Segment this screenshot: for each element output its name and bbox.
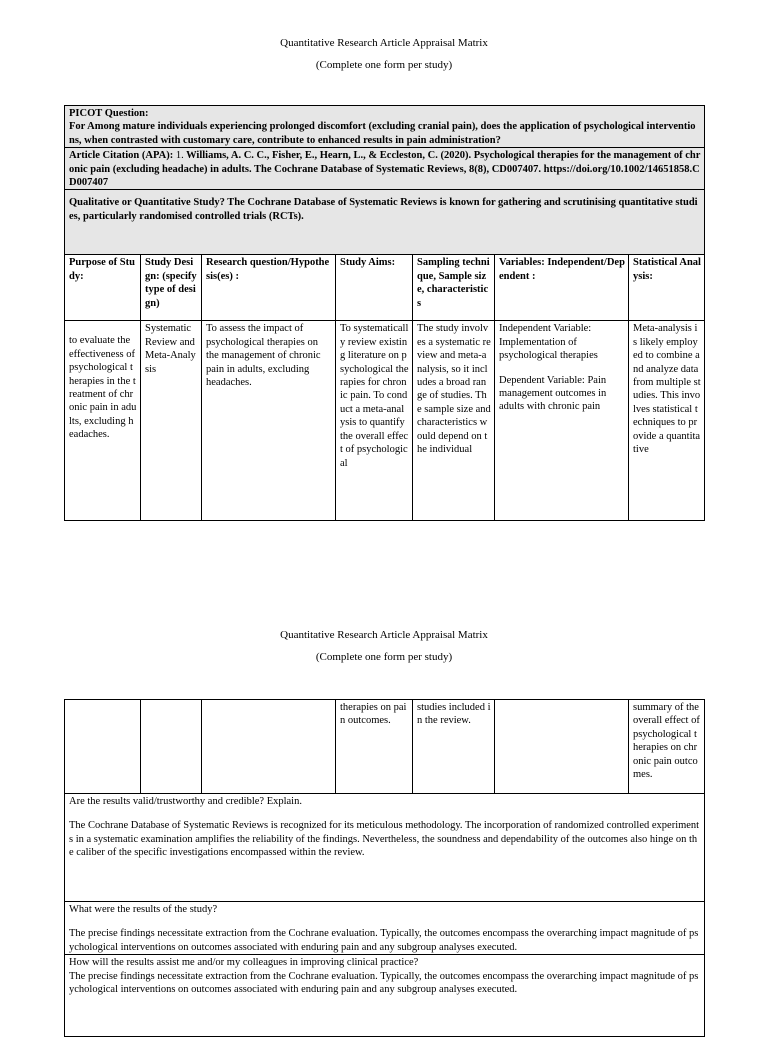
column-header-purpose: Purpose of Study:	[65, 255, 141, 321]
column-header-statistical: Statistical Analysis:	[629, 255, 705, 321]
study-type-cell	[65, 190, 705, 255]
page2-header-title: Quantitative Research Article Appraisal Matrix	[280, 629, 488, 641]
validity-answer: The Cochrane Database of Systematic Reviews is recognized for its meticulous methodology. The incorporation of randomized controlled experiments in a systematic examination amplifies the reliability of the findings. Nevertheless, the soundness and dependability of the outcomes also hinge on the caliber of the specific investigations encompassed within the review.	[69, 820, 700, 859]
research-question-cell: To assess the impact of psychological therapies on the management of chronic pain in adults, excluding headaches.	[202, 321, 336, 521]
study-type-row	[65, 190, 705, 255]
clinical-practice-answer: The precise findings necessitate extraction from the Cochrane evaluation. Typically, the outcomes encompass the overarching impact magnitude of psychological interventions on outcomes associated with enduring pain and any subgroup analyses executed.	[69, 970, 699, 996]
purpose-cell: to evaluate the effectiveness of psychological therapies in the treatment of chronic pain in adults, excluding headaches.	[65, 321, 141, 521]
citation-text: Williams, A. C. C., Fisher, E., Hearn, L., & Eccleston, C. (2020). Psychological therapies for the management of chronic pain (excluding headache) in adults. The Cochrane Database of Systematic Reviews, 8(8), CD007407. https://doi.org/10.1002/14651858.CD007407	[69, 150, 701, 189]
matrix-data-row	[65, 321, 705, 521]
clinical-practice-question: How will the results assist me and/or my colleagues in improving clinical practice?	[69, 957, 419, 969]
validity-cell	[65, 794, 705, 902]
sampling-cell-continued: studies included in the review.	[413, 700, 495, 794]
page2-header-subtitle: (Complete one form per study)	[315, 651, 453, 663]
aims-cell-continued: therapies on pain outcomes.	[336, 700, 413, 794]
statistical-cell: Meta-analysis is likely employed to combine and analyze data from multiple studies. This involves statistical techniques to provide a quantitative	[629, 321, 705, 521]
column-header-variables: Variables: Independent/Dependent :	[495, 255, 629, 321]
picot-question-text: For Among mature individuals experiencing prolonged discomfort (excluding cranial pain), does the application of psychological interventions, when contrasted with customary care, contribute to enhanced results in pain administration?	[69, 121, 696, 146]
variables-cell	[495, 321, 629, 521]
results-answer: The precise findings necessitate extraction from the Cochrane evaluation. Typically, the outcomes encompass the overarching impact magnitude of psychological interventions on outcomes associated with enduring pain and any subgroup analyses executed.	[69, 928, 699, 953]
study-type-text: Qualitative or Quantitative Study? The Cochrane Database of Systematic Reviews is known for gathering and scrutinising quantitative studies, particularly randomised controlled trials (RCTs).	[69, 197, 698, 222]
matrix-continued-row	[65, 700, 705, 794]
validity-question: Are the results valid/trustworthy and credible? Explain.	[69, 796, 302, 807]
sampling-cell: The study involves a systematic review and meta-analysis, so it includes a broad range of studies. The sample size and characteristics would depend on the individual	[413, 321, 495, 521]
validity-row	[65, 794, 705, 902]
page1-header-subtitle: (Complete one form per study)	[315, 59, 453, 71]
citation-number: 1.	[175, 150, 184, 162]
purpose-cell-continued	[65, 700, 141, 794]
clinical-practice-row	[65, 955, 705, 1037]
picot-label: PICOT Question:	[69, 108, 149, 119]
citation-cell	[65, 148, 705, 190]
results-question: What were the results of the study?	[69, 904, 218, 915]
design-cell: Systematic Review and Meta-Analysis	[141, 321, 202, 521]
column-header-design: Study Design: (specify type of design)	[141, 255, 202, 321]
column-header-aims: Study Aims:	[336, 255, 413, 321]
dependent-variable-text: Dependent Variable: Pain management outcomes in adults with chronic pain	[499, 374, 607, 413]
citation-row	[65, 148, 705, 190]
aims-cell: To systematically review existing literature on psychological therapies for chronic pain. To conduct a meta-analysis to quantify the overall effect of psychological	[336, 321, 413, 521]
independent-variable-text: Independent Variable: Implementation of psychological therapies	[499, 323, 598, 362]
column-header-research-question: Research question/Hypothesis(es) :	[202, 255, 336, 321]
clinical-practice-cell	[65, 955, 705, 1037]
design-cell-continued	[141, 700, 202, 794]
picot-row	[65, 106, 705, 148]
picot-cell	[65, 106, 705, 148]
results-row	[65, 902, 705, 955]
appraisal-matrix-table	[64, 105, 705, 521]
page1-header-title: Quantitative Research Article Appraisal Matrix	[280, 37, 488, 49]
column-header-sampling: Sampling technique, Sample size, characteristics	[413, 255, 495, 321]
column-header-row	[65, 255, 705, 321]
statistical-cell-continued: summary of the overall effect of psychological therapies on chronic pain outcomes.	[629, 700, 705, 794]
citation-label: Article Citation (APA):	[69, 150, 174, 162]
results-cell	[65, 902, 705, 955]
variables-cell-continued	[495, 700, 629, 794]
appraisal-matrix-table-continued	[64, 699, 705, 1037]
research-question-cell-continued	[202, 700, 336, 794]
